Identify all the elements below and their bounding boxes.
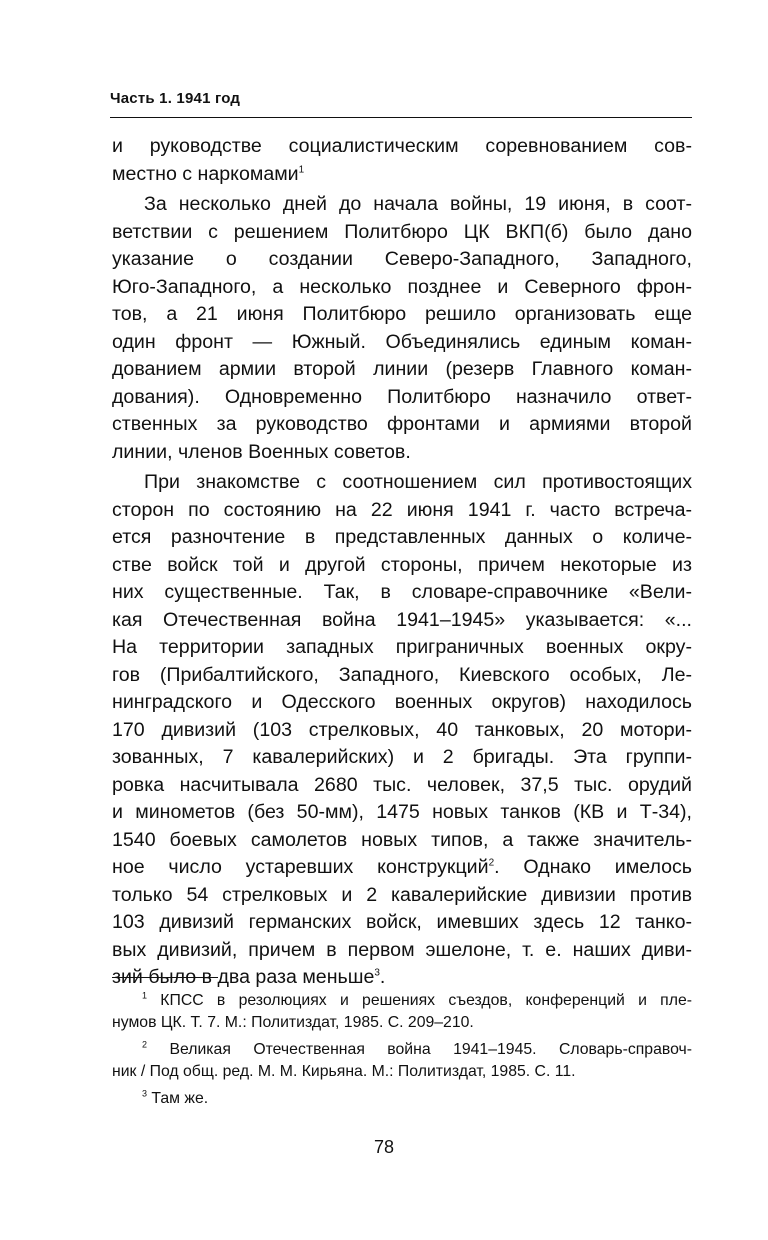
text-line: сторон по состоянию на 22 июня 1941 г. часто встреча- — [112, 498, 692, 521]
text-line: За несколько дней до начала войны, 19 июня, в соот- — [144, 193, 692, 215]
text-line: ственных за руководство фронтами и армиями второй — [112, 413, 692, 435]
text-line — [112, 161, 692, 189]
footnote-2 — [112, 1039, 692, 1083]
paragraph-3 — [112, 469, 692, 992]
text-fragment: зий было в два раза меньше — [112, 966, 375, 988]
footnote-line — [112, 1088, 692, 1110]
text-line: ровка насчитывала 2680 тыс. человек, 37,5 тыс. орудий — [112, 773, 692, 796]
text-line: На территории западных приграничных военных окру- — [112, 636, 692, 658]
text-line: указание о создании Северо-Западного, Западного, — [112, 248, 692, 270]
text-line — [112, 854, 692, 882]
text-line: только 54 стрелковых и 2 кавалерийские дивизии против — [112, 883, 692, 906]
footnote-rule — [112, 977, 218, 978]
text-fragment: ное число устаревших конструкций — [112, 856, 489, 878]
text-fragment: . — [379, 966, 386, 988]
footnote-ref-3: 3 — [374, 967, 380, 979]
footnote-1 — [112, 990, 692, 1034]
text-line: ветствии с решением Политбюро ЦК ВКП(б) было дано — [112, 220, 692, 243]
main-text — [112, 133, 692, 992]
header-rule — [110, 117, 692, 118]
text-fragment: КПСС в резолюциях и решениях съездов, конференций и пле- — [160, 992, 693, 1009]
text-line: вых дивизий, причем в первом эшелоне, т. е. наших диви- — [112, 938, 692, 961]
text-line: один фронт — Южный. Объединялись единым коман- — [112, 330, 692, 353]
footnote-mark: 1 — [142, 990, 148, 1001]
footnote-line — [112, 1039, 692, 1061]
footnote-mark: 3 — [142, 1088, 148, 1099]
text-line: кая Отечественная война 1941–1945» указывается: «... — [112, 608, 692, 631]
text-line: и минометов (без 50-мм), 1475 новых танков (КВ и Т-34), — [112, 801, 692, 823]
text-line: При знакомстве с соотношением сил противостоящих — [144, 471, 692, 493]
text-line: линии, членов Военных советов. — [112, 440, 411, 463]
text-fragment: Там же. — [151, 1090, 209, 1107]
text-line: Юго-Западного, а несколько позднее и Северного фрон- — [112, 275, 692, 298]
text-line: 103 дивизий германских войск, имевших здесь 12 танко- — [112, 911, 692, 933]
text-fragment: Великая Отечественная война 1941–1945. Словарь-справоч- — [169, 1041, 692, 1058]
footnote-ref-2: 2 — [488, 857, 495, 869]
text-line: гов (Прибалтийского, Западного, Киевского особых, Ле- — [112, 663, 692, 686]
text-line: них существенные. Так, в словаре-справочнике «Вели- — [112, 581, 692, 603]
footnote-3 — [112, 1088, 692, 1110]
footnote-ref-1: 1 — [298, 163, 305, 175]
text-line: 1540 боевых самолетов новых типов, а также значитель- — [112, 828, 692, 851]
paragraph-1 — [112, 133, 692, 188]
text-line: 170 дивизий (103 стрелковых, 40 танковых, 20 мотори- — [112, 718, 692, 741]
text-line: тов, а 21 июня Политбюро решило организовать еще — [112, 303, 692, 325]
text-line: стве войск той и другой стороны, причем некоторые из — [112, 553, 692, 576]
paragraph-2 — [112, 191, 692, 466]
text-line: зованных, 7 кавалерийских) и 2 бригады. Эта группи- — [112, 746, 692, 768]
text-fragment: . Однако имелось — [494, 856, 693, 878]
text-line: ется разночтение в представленных данных о количе- — [112, 526, 692, 548]
footnote-line: нумов ЦК. Т. 7. М.: Политиздат, 1985. С. 209–210. — [112, 1014, 474, 1031]
text-line: дования). Одновременно Политбюро назначило ответ- — [112, 385, 692, 408]
footnote-mark: 2 — [142, 1039, 148, 1050]
footnote-line: ник / Под общ. ред. М. М. Кирьяна. М.: Политиздат, 1985. С. 11. — [112, 1063, 576, 1080]
page-number: 78 — [373, 1137, 395, 1157]
text-line: и руководстве социалистическим соревнованием сов- — [112, 135, 692, 157]
text-line: нинградского и Одесского военных округов) находилось — [112, 691, 692, 713]
footnote-line — [112, 990, 692, 1012]
text-line: дованием армии второй линии (резерв Главного коман- — [112, 358, 692, 380]
text-fragment: местно с наркомами — [112, 162, 299, 185]
footnotes — [112, 990, 692, 1110]
running-head: Часть 1. 1941 год — [110, 90, 241, 107]
